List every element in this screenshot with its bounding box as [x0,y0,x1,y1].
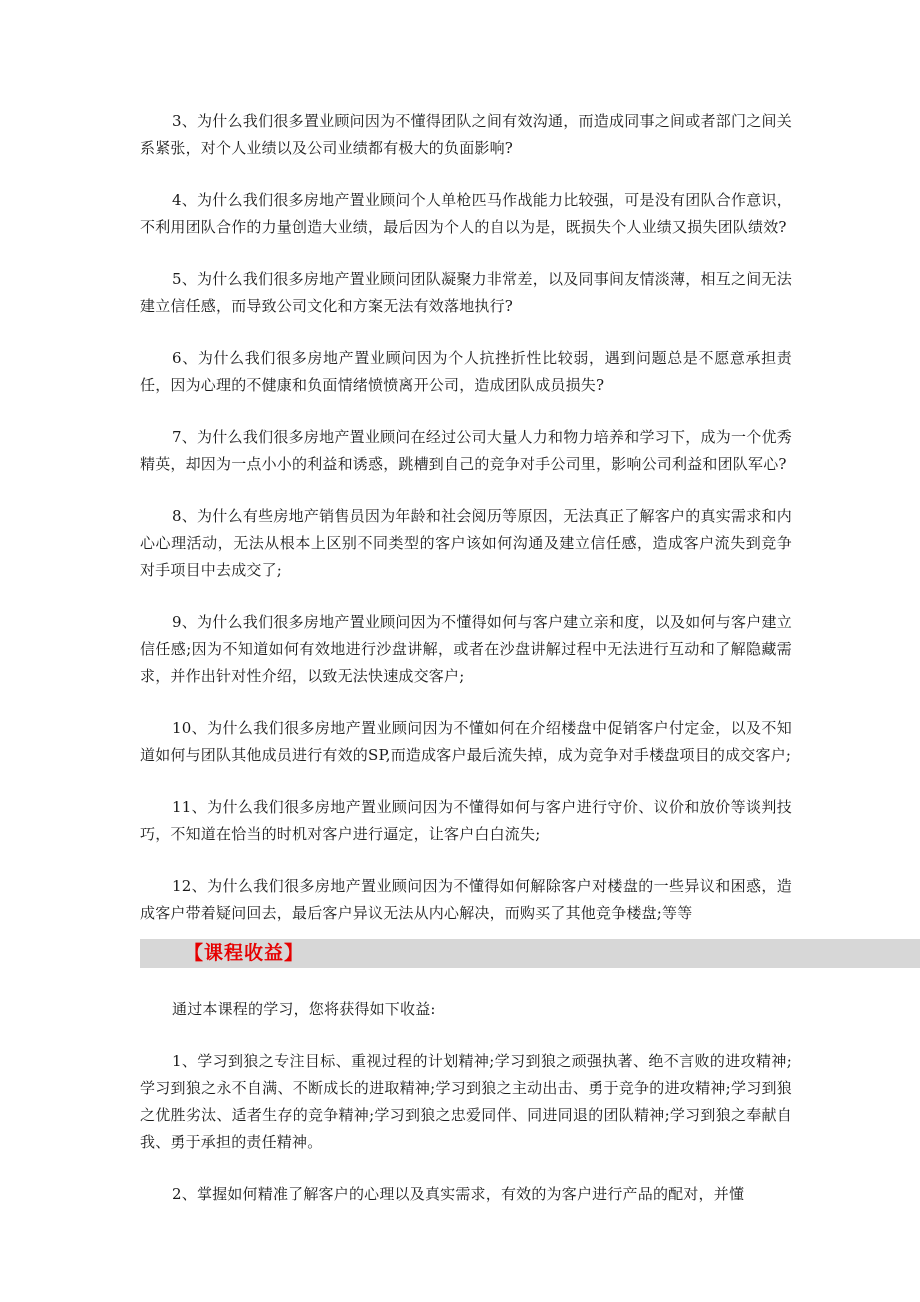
benefit-item-2: 2、掌握如何精准了解客户的心理以及真实需求，有效的为客户进行产品的配对，并懂 [172,1185,745,1203]
question-7: 7、为什么我们很多房地产置业顾问在经过公司大量人力和物力培养和学习下，成为一个优秀精英，却因为一点小小的利益和诱惑，跳槽到自己的竞争对手公司里，影响公司利益和团队军心? [140,428,792,473]
section-title: 【课程收益】 [184,942,305,964]
benefit-item-1: 1、学习到狼之专注目标、重视过程的计划精神;学习到狼之顽强执著、绝不言败的进攻精神;学习到狼之永不自满、不断成长的进取精神;学习到狼之主动出击、勇于竞争的进攻精神;学习到狼之优胜劣汰、适者生存的竞争精神;学习到狼之忠爱同伴、同进同退的团队精神;学习到狼之奉献自我、勇于承担的责任精神。 [140,1052,792,1151]
section-header-bar [140,939,920,968]
benefits-list [140,996,792,1233]
benefits-intro: 通过本课程的学习，您将获得如下收益: [172,1000,436,1018]
question-9: 9、为什么我们很多房地产置业顾问因为不懂得如何与客户建立亲和度，以及如何与客户建立信任感;因为不知道如何有效地进行沙盘讲解，或者在沙盘讲解过程中无法进行互动和了解隐藏需求，并作出针对性介绍，以致无法快速成交客户; [140,613,792,685]
question-list [140,108,792,952]
question-4: 4、为什么我们很多房地产置业顾问个人单枪匹马作战能力比较强，可是没有团队合作意识，不利用团队合作的力量创造大业绩，最后因为个人的自以为是，既损失个人业绩又损失团队绩效? [140,191,792,236]
question-10: 10、为什么我们很多房地产置业顾问因为不懂如何在介绍楼盘中促销客户付定金，以及不知道如何与团队其他成员进行有效的SP,而造成客户最后流失掉，成为竞争对手楼盘项目的成交客户; [140,719,792,764]
question-3: 3、为什么我们很多置业顾问因为不懂得团队之间有效沟通，而造成同事之间或者部门之间关系紧张，对个人业绩以及公司业绩都有极大的负面影响? [140,112,792,157]
question-12: 12、为什么我们很多房地产置业顾问因为不懂得如何解除客户对楼盘的一些异议和困惑，造成客户带着疑问回去，最后客户异议无法从内心解决，而购买了其他竞争楼盘;等等 [140,877,792,922]
question-8: 8、为什么有些房地产销售员因为年龄和社会阅历等原因，无法真正了解客户的真实需求和内心心理活动，无法从根本上区别不同类型的客户该如何沟通及建立信任感，造成客户流失到竞争对手项目中去成交了; [140,507,792,579]
question-11: 11、为什么我们很多房地产置业顾问因为不懂得如何与客户进行守价、议价和放价等谈判技巧，不知道在恰当的时机对客户进行逼定，让客户白白流失; [140,798,792,843]
question-5: 5、为什么我们很多房地产置业顾问团队凝聚力非常差，以及同事间友情淡薄，相互之间无法建立信任感，而导致公司文化和方案无法有效落地执行? [140,270,792,315]
question-6: 6、为什么我们很多房地产置业顾问因为个人抗挫折性比较弱，遇到问题总是不愿意承担责任，因为心理的不健康和负面情绪愤愤离开公司，造成团队成员损失? [140,349,792,394]
